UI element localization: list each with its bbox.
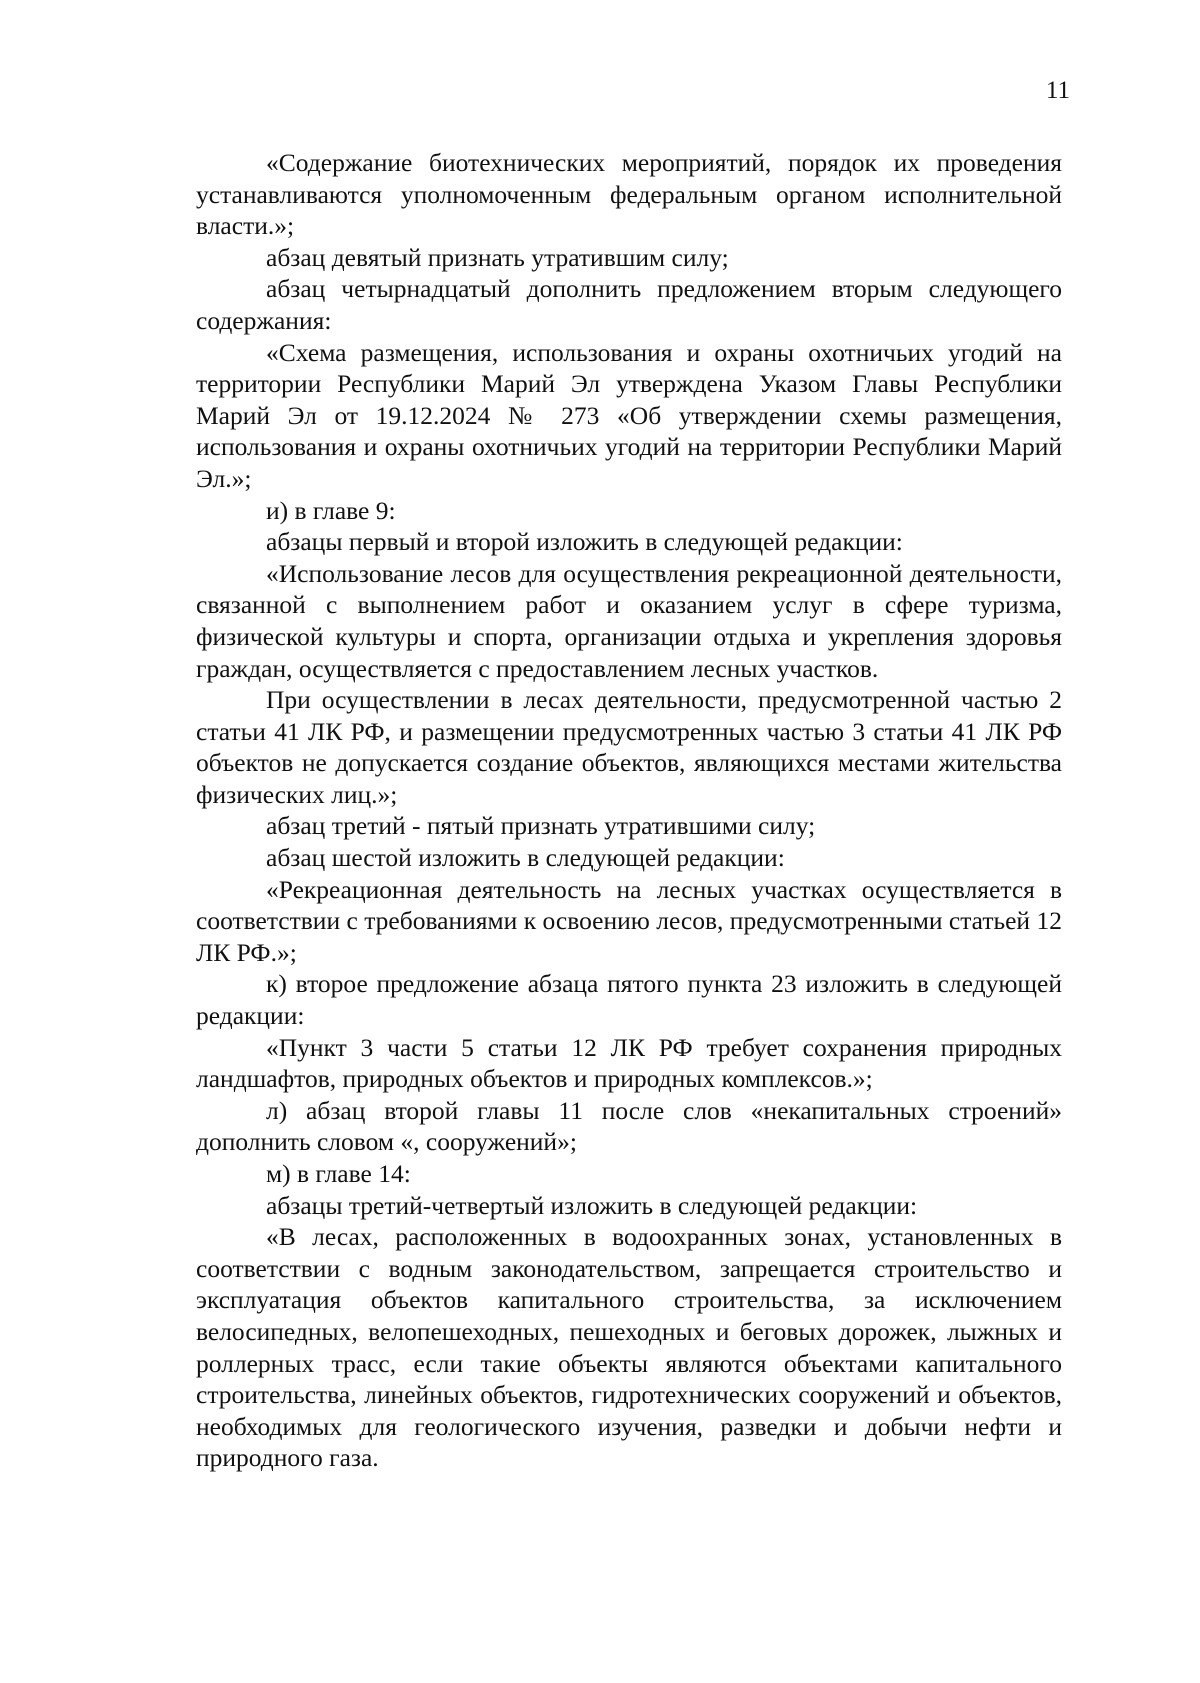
paragraph: «Схема размещения, использования и охраны охотничьих угодий на территории Республики Марий Эл утверждена Указом Главы Республики Марий Эл от 19.12.2024 № 273 «Об утверждении схемы размещения, использования и охраны охотничьих угодий на территории Республики Марий Эл.»; xyxy=(196,337,1062,493)
paragraph: абзац третий - пятый признать утратившими силу; xyxy=(266,811,816,841)
paragraph: к) второе предложение абзаца пятого пункта 23 изложить в следующей редакции: xyxy=(196,969,1062,1031)
paragraph: и) в главе 9: xyxy=(266,495,396,525)
paragraph: При осуществлении в лесах деятельности, предусмотренной частью 2 статьи 41 ЛК РФ, и размещении предусмотренных частью 3 статьи 41 ЛК РФ объектов не допускается создание объектов, являющихся местами жительства физических лиц.»; xyxy=(196,685,1062,809)
paragraph: абзац девятый признать утратившим силу; xyxy=(266,242,729,272)
document-body xyxy=(196,147,1062,1474)
paragraph: абзацы первый и второй изложить в следующей редакции: xyxy=(266,527,903,557)
paragraph: «В лесах, расположенных в водоохранных зонах, установленных в соответствии с водным законодательством, запрещается строительство и эксплуатация объектов капитального строительства, за исключением велосипедных, велопешеходных, пешеходных и беговых дорожек, лыжных и роллерных трасс, если такие объекты являются объектами капитального строительства, линейных объектов, гидротехнических сооружений и объектов, необходимых для геологического изучения, разведки и добычи нефти и природного газа. xyxy=(196,1222,1062,1473)
paragraph: абзацы третий-четвертый изложить в следующей редакции: xyxy=(266,1190,918,1220)
paragraph: «Содержание биотехнических мероприятий, порядок их проведения устанавливаются уполномоченным федеральным органом исполнительной власти.»; xyxy=(196,148,1062,241)
paragraph: «Использование лесов для осуществления рекреационной деятельности, связанной с выполнением работ и оказанием услуг в сфере туризма, физической культуры и спорта, организации отдыха и укрепления здоровья граждан, осуществляется с предоставлением лесных участков. xyxy=(196,558,1062,683)
paragraph: м) в главе 14: xyxy=(266,1159,411,1188)
paragraph: «Рекреационная деятельность на лесных участках осуществляется в соответствии с требованиями к освоению лесов, предусмотренными статьей 12 ЛК РФ.»; xyxy=(196,874,1062,967)
paragraph: «Пункт 3 части 5 статьи 12 ЛК РФ требует сохранения природных ландшафтов, природных объектов и природных комплексов.»; xyxy=(196,1032,1062,1094)
paragraph: абзац шестой изложить в следующей редакции: xyxy=(266,843,785,873)
paragraph: л) абзац второй главы 11 после слов «некапитальных строений» дополнить словом «, сооружений»; xyxy=(196,1095,1062,1157)
paragraph: абзац четырнадцатый дополнить предложением вторым следующего содержания: xyxy=(196,274,1062,335)
page-number: 11 xyxy=(1045,77,1070,104)
